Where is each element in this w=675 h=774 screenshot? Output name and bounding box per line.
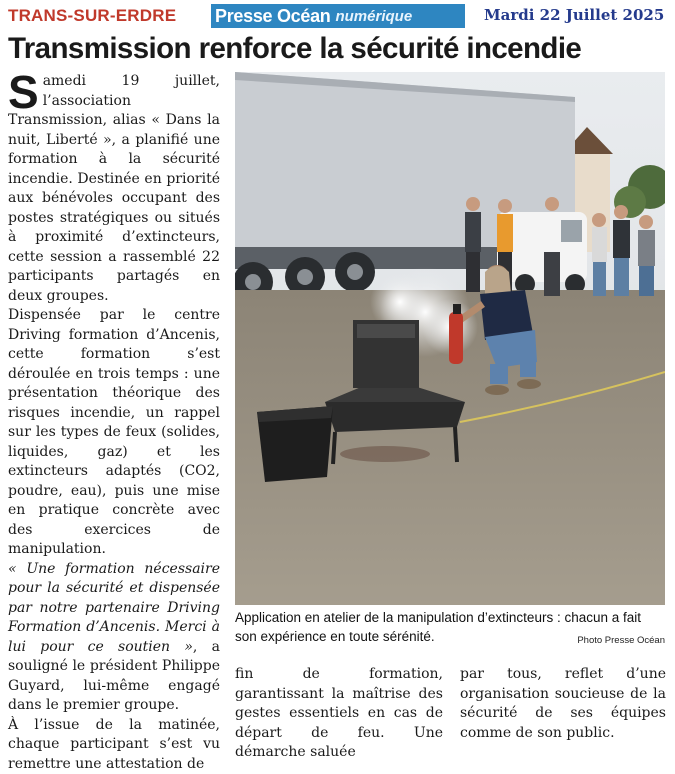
- brand-subtitle: numérique: [335, 8, 412, 25]
- locality-label: TRANS-SUR-ERDRE: [8, 6, 176, 26]
- paragraph-intro: amedi 19 juillet, l’association Transmission, alias « Dans la nuit, Liberté », a planifié une formation à la sécurité incendie. Destinée en priorité aux bénévoles occupant des postes stratégiques ou situés à proximité d’extincteurs, cette session a rassemblé 22 participants partagés en deux groupes.: [8, 72, 220, 306]
- paragraph-program: Dispensée par le centre Driving formation d’Ancenis, cette formation s’est déroulée en trois temps : une présentation théorique des risques incendie, un rappel sur les types de feux (solides, liquides, gaz) et les extincteurs adaptés (CO2, poudre, eau), puis une mise en pratique concrète avec des exercices de manipulation.: [8, 306, 220, 560]
- brand-banner: [211, 4, 465, 28]
- paragraph-right: par tous, reflet d’une organisation soucieuse de la sécurité de ses équipes comme de son public.: [460, 665, 666, 743]
- quote-attribution: , a souligné le président Philippe Guyard, lui-même engagé dans le premier groupe.: [8, 639, 220, 714]
- president-quote: « Une formation nécessaire pour la sécurité et dispensée par notre partenaire Driving Formation d’Ancenis. Merci à lui pour ce soutien »: [8, 561, 220, 655]
- brand-name: Presse Océan: [215, 6, 330, 27]
- drop-cap: S: [8, 74, 39, 110]
- photo-credit: Photo Presse Océan: [577, 635, 665, 646]
- fire-training-photo: [235, 72, 665, 605]
- article-column-middle: [235, 665, 443, 763]
- paragraph-middle: fin de formation, garantissant la maîtrise des gestes essentiels en cas de départ de feu. Une démarche saluée: [235, 665, 443, 763]
- publication-date: Mardi 22 Juillet 2025: [484, 6, 664, 24]
- article-column-right: [460, 665, 666, 743]
- photo-caption: Application en atelier de la manipulation d’extincteurs : chacun a fait son expérience en toute sérénité.: [235, 608, 665, 646]
- article-headline: Transmission renforce la sécurité incendie: [8, 31, 670, 67]
- paragraph-closing: À l’issue de la matinée, chaque participant s’est vu remettre une attestation de: [8, 716, 220, 774]
- article-column-left: [8, 72, 220, 774]
- paragraph-quote: [8, 560, 220, 716]
- article-photo: [235, 72, 665, 605]
